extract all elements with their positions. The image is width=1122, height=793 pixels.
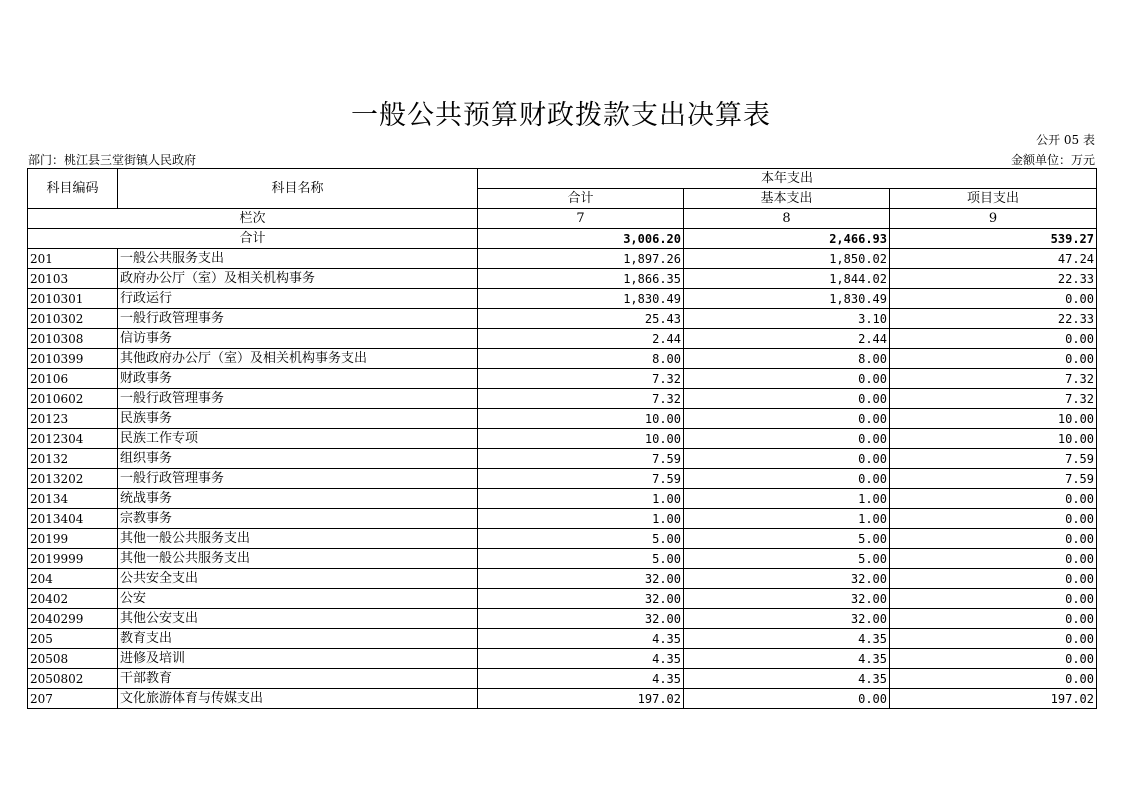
row-project: 7.59 [890,449,1097,469]
row-project: 47.24 [890,249,1097,269]
row-basic: 0.00 [684,369,890,389]
summary-total: 3,006.20 [478,229,684,249]
row-basic: 3.10 [684,309,890,329]
row-name: 其他政府办公厅（室）及相关机构事务支出 [118,349,478,369]
row-total: 1,830.49 [478,289,684,309]
row-name: 公共安全支出 [118,569,478,589]
row-project: 0.00 [890,329,1097,349]
row-code: 20508 [28,649,118,669]
row-code: 207 [28,689,118,709]
row-project: 7.32 [890,389,1097,409]
row-basic: 4.35 [684,669,890,689]
summary-label: 合计 [28,229,478,249]
row-name: 其他公安支出 [118,609,478,629]
row-name: 民族工作专项 [118,429,478,449]
column-index-project: 9 [890,209,1097,229]
table-row [28,449,1097,469]
row-total: 1.00 [478,509,684,529]
row-code: 20199 [28,529,118,549]
row-name: 其他一般公共服务支出 [118,549,478,569]
column-index-total: 7 [478,209,684,229]
summary-project: 539.27 [890,229,1097,249]
unit-label: 金额单位：万元 [1010,153,1095,167]
row-basic: 0.00 [684,409,890,429]
row-name: 一般公共服务支出 [118,249,478,269]
table-row [28,609,1097,629]
row-basic: 5.00 [684,529,890,549]
row-code: 201 [28,249,118,269]
table-row [28,549,1097,569]
row-basic: 1.00 [684,509,890,529]
row-name: 其他一般公共服务支出 [118,529,478,549]
table-row [28,369,1097,389]
row-code: 205 [28,629,118,649]
table-row [28,649,1097,669]
row-project: 0.00 [890,349,1097,369]
row-code: 20402 [28,589,118,609]
row-name: 文化旅游体育与传媒支出 [118,689,478,709]
row-total: 7.59 [478,469,684,489]
row-code: 2012304 [28,429,118,449]
row-code: 204 [28,569,118,589]
row-basic: 32.00 [684,569,890,589]
row-total: 7.32 [478,389,684,409]
row-total: 4.35 [478,669,684,689]
row-total: 7.32 [478,369,684,389]
table-row [28,629,1097,649]
row-project: 0.00 [890,669,1097,689]
row-basic: 1,844.02 [684,269,890,289]
table-row [28,309,1097,329]
table-row [28,429,1097,449]
table-row [28,289,1097,309]
row-project: 0.00 [890,569,1097,589]
row-name: 干部教育 [118,669,478,689]
row-basic: 0.00 [684,449,890,469]
row-project: 22.33 [890,309,1097,329]
table-row [28,269,1097,289]
row-total: 32.00 [478,569,684,589]
row-code: 2050802 [28,669,118,689]
column-index-basic: 8 [684,209,890,229]
row-total: 1,866.35 [478,269,684,289]
row-project: 7.59 [890,469,1097,489]
row-code: 2040299 [28,609,118,629]
row-basic: 4.35 [684,649,890,669]
row-total: 1,897.26 [478,249,684,269]
row-basic: 8.00 [684,349,890,369]
row-total: 8.00 [478,349,684,369]
row-project: 0.00 [890,529,1097,549]
header-code: 科目编码 [28,169,118,209]
column-index-label: 栏次 [28,209,478,229]
row-total: 1.00 [478,489,684,509]
row-project: 7.32 [890,369,1097,389]
table-row [28,589,1097,609]
row-name: 行政运行 [118,289,478,309]
table-row [28,569,1097,589]
row-code: 2010301 [28,289,118,309]
row-name: 宗教事务 [118,509,478,529]
row-code: 2013202 [28,469,118,489]
row-project: 0.00 [890,489,1097,509]
row-total: 25.43 [478,309,684,329]
row-total: 2.44 [478,329,684,349]
row-basic: 0.00 [684,689,890,709]
row-code: 20106 [28,369,118,389]
department-label: 部门：桃江县三堂街镇人民政府 [28,153,197,167]
table-row [28,469,1097,489]
row-project: 0.00 [890,289,1097,309]
row-name: 财政事务 [118,369,478,389]
row-code: 2019999 [28,549,118,569]
table-row [28,669,1097,689]
row-name: 一般行政管理事务 [118,309,478,329]
row-code: 2010399 [28,349,118,369]
row-code: 20132 [28,449,118,469]
row-code: 2013404 [28,509,118,529]
row-code: 20103 [28,269,118,289]
row-name: 一般行政管理事务 [118,389,478,409]
row-total: 32.00 [478,609,684,629]
row-project: 0.00 [890,549,1097,569]
table-row [28,689,1097,709]
row-code: 20123 [28,409,118,429]
row-code: 2010302 [28,309,118,329]
table-row [28,529,1097,549]
table-row [28,249,1097,269]
form-number: 公开 05 表 [1036,133,1095,147]
row-name: 民族事务 [118,409,478,429]
row-code: 2010602 [28,389,118,409]
row-project: 0.00 [890,649,1097,669]
header-name: 科目名称 [118,169,478,209]
row-basic: 1,850.02 [684,249,890,269]
row-basic: 5.00 [684,549,890,569]
row-basic: 2.44 [684,329,890,349]
row-total: 32.00 [478,589,684,609]
table-row [28,409,1097,429]
row-total: 4.35 [478,649,684,669]
row-name: 统战事务 [118,489,478,509]
row-basic: 32.00 [684,609,890,629]
page-title: 一般公共预算财政拨款支出决算表 [351,100,771,131]
row-project: 0.00 [890,509,1097,529]
table-row [28,349,1097,369]
row-total: 4.35 [478,629,684,649]
header-total: 合计 [478,189,684,209]
row-project: 10.00 [890,409,1097,429]
header-project: 项目支出 [890,189,1097,209]
expenditure-table [27,168,1097,709]
table-row [28,509,1097,529]
row-name: 一般行政管理事务 [118,469,478,489]
row-total: 197.02 [478,689,684,709]
row-basic: 4.35 [684,629,890,649]
row-code: 20134 [28,489,118,509]
row-name: 进修及培训 [118,649,478,669]
row-total: 7.59 [478,449,684,469]
header-basic: 基本支出 [684,189,890,209]
row-project: 0.00 [890,609,1097,629]
row-code: 2010308 [28,329,118,349]
row-project: 197.02 [890,689,1097,709]
row-name: 公安 [118,589,478,609]
row-basic: 0.00 [684,469,890,489]
row-basic: 32.00 [684,589,890,609]
row-total: 10.00 [478,409,684,429]
row-total: 10.00 [478,429,684,449]
row-name: 政府办公厅（室）及相关机构事务 [118,269,478,289]
row-name: 组织事务 [118,449,478,469]
table-row [28,489,1097,509]
row-project: 0.00 [890,629,1097,649]
row-project: 0.00 [890,589,1097,609]
header-current-year: 本年支出 [478,169,1097,189]
row-total: 5.00 [478,549,684,569]
table-row [28,329,1097,349]
row-project: 22.33 [890,269,1097,289]
row-basic: 1,830.49 [684,289,890,309]
row-name: 教育支出 [118,629,478,649]
row-basic: 0.00 [684,389,890,409]
table-row [28,389,1097,409]
row-total: 5.00 [478,529,684,549]
row-basic: 1.00 [684,489,890,509]
row-project: 10.00 [890,429,1097,449]
summary-basic: 2,466.93 [684,229,890,249]
row-name: 信访事务 [118,329,478,349]
row-basic: 0.00 [684,429,890,449]
